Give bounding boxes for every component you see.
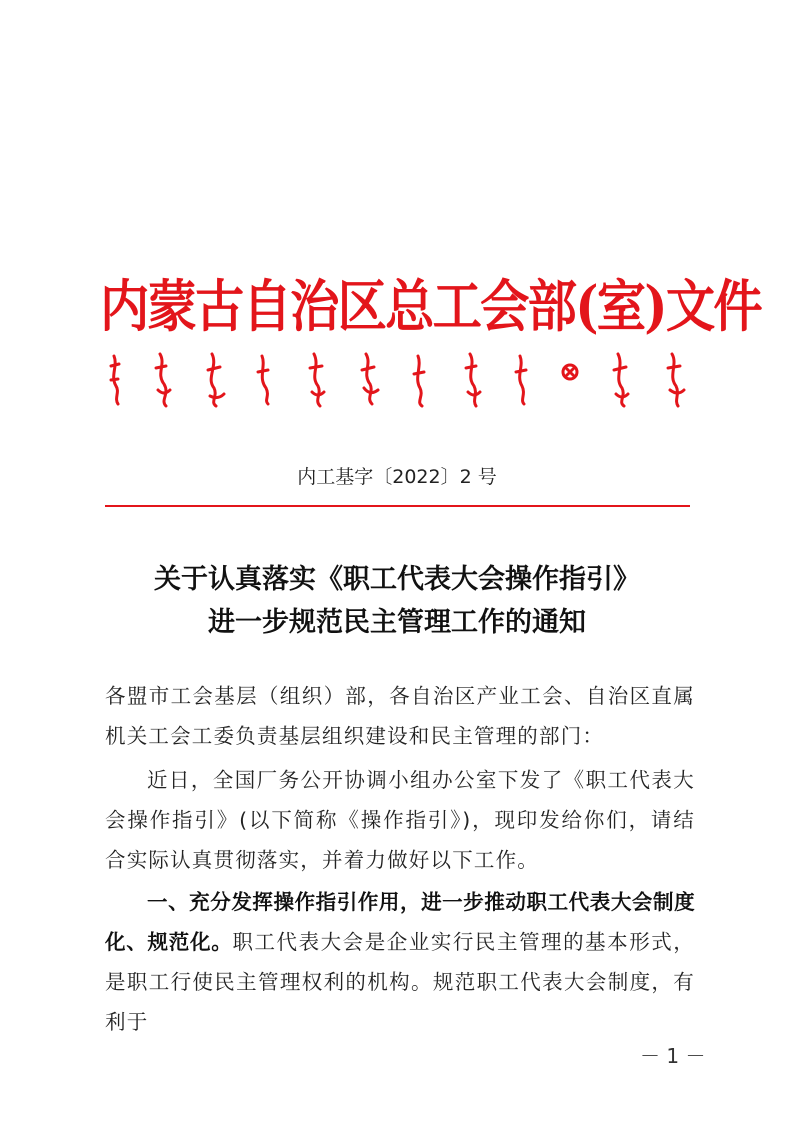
section-1-heading: 一、充分发挥操作指引作用，进一步推动职工代表大会制度化、规范化。 (105, 890, 695, 954)
document-title-line-2: 进一步规范民主管理工作的通知 (208, 607, 586, 638)
intro-paragraph: 近日，全国厂务公开协调小组办公室下发了《职工代表大会操作指引》(以下简称《操作指引》)，现印发给你们，请结合实际认真贯彻落实，并着力做好以下工作。 (105, 768, 695, 872)
document-number: 内工基字〔2022〕2 号 (297, 466, 497, 488)
red-divider-line (105, 505, 690, 507)
mongolian-script-graphic (100, 352, 700, 408)
section-1-paragraph (105, 882, 695, 1042)
masthead-title: 内蒙古自治区总工会部(室)文件 (100, 274, 761, 340)
salutation-paragraph: 各盟市工会基层（组织）部，各自治区产业工会、自治区直属机关工会工委负责基层组织建设和民主管理的部门： (105, 684, 695, 748)
page-number: － 1 － (640, 1044, 706, 1068)
document-title-line-1: 关于认真落实《职工代表大会操作指引》 (154, 564, 640, 595)
section-1-text: 职工代表大会是企业实行民主管理的基本形式，是职工行使民主管理权利的机构。规范职工代表大会制度，有利于 (105, 930, 695, 1034)
mongolian-script-line (100, 352, 700, 408)
